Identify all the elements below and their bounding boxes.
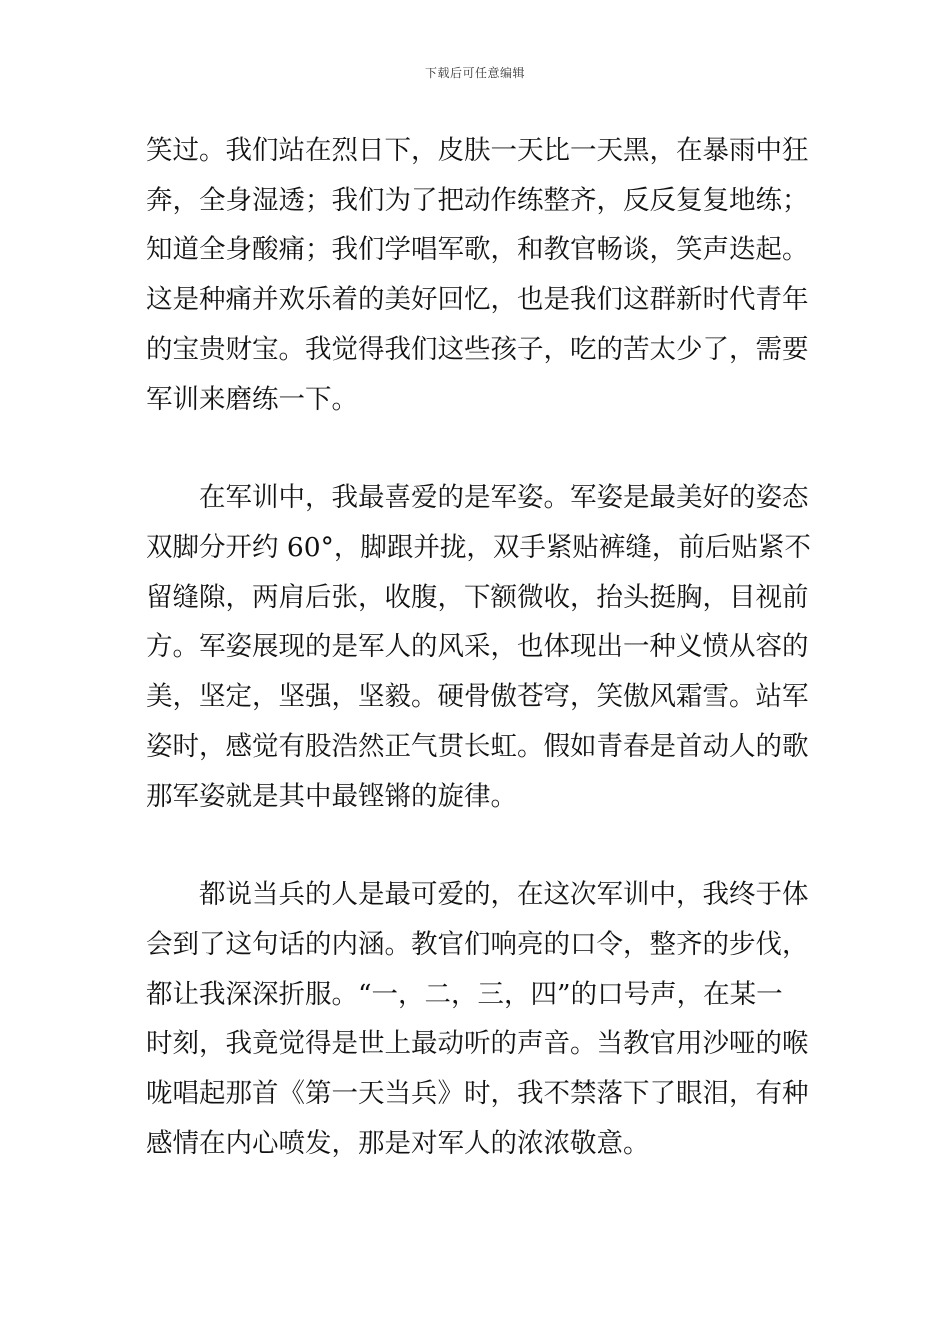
paragraph-1-line-3: 知道全身酸痛；我们学唱军歌，和教官畅谈，笑声迭起。: [146, 234, 809, 265]
page-header: 下载后可任意编辑: [424, 66, 525, 80]
paragraph-2-line-5: 美，坚定，坚强，坚毅。硬骨傲苍穹，笑傲风霜雪。站军: [146, 681, 809, 712]
paragraph-2-line-6: 姿时，感觉有股浩然正气贯长虹。假如青春是首动人的歌: [146, 731, 809, 762]
paragraph-1-line-1: 笑过。我们站在烈日下，皮肤一天比一天黑，在暴雨中狂: [146, 135, 809, 166]
paragraph-3-line-1: 都说当兵的人是最可爱的，在这次军训中，我终于体: [199, 879, 809, 910]
paragraph-1-line-5: 的宝贵财宝。我觉得我们这些孩子，吃的苦太少了，需要: [146, 334, 809, 365]
paragraph-3-line-6: 感情在内心喷发，那是对军人的浓浓敬意。: [146, 1128, 650, 1159]
paragraph-2-line-4: 方。军姿展现的是军人的风采，也体现出一种义愤从容的: [146, 631, 809, 662]
paragraph-2-line-2: 双脚分开约 60°，脚跟并拢，双手紧贴裤缝，前后贴紧不: [146, 532, 811, 563]
paragraph-1-line-6: 军训来磨练一下。: [146, 384, 358, 415]
paragraph-3-line-2: 会到了这句话的内涵。教官们响亮的口令，整齐的步伐，: [146, 929, 809, 960]
paragraph-2-line-3: 留缝隙，两肩后张，收腹，下额微收，抬头挺胸，目视前: [146, 582, 809, 613]
paragraph-1-line-2: 奔，全身湿透；我们为了把动作练整齐，反反复复地练；: [146, 185, 809, 216]
paragraph-2-line-7: 那军姿就是其中最铿锵的旋律。: [146, 781, 517, 812]
paragraph-3-line-4: 时刻，我竟觉得是世上最动听的声音。当教官用沙哑的喉: [146, 1028, 809, 1059]
paragraph-1-line-4: 这是种痛并欢乐着的美好回忆，也是我们这群新时代青年: [146, 284, 809, 315]
paragraph-3-line-5: 咙唱起那首《第一天当兵》时，我不禁落下了眼泪，有种: [146, 1078, 809, 1109]
paragraph-2-line-1: 在军训中，我最喜爱的是军姿。军姿是最美好的姿态: [199, 482, 809, 513]
paragraph-3-line-3: 都让我深深折服。“一，二，三，四”的口号声，在某一: [146, 979, 783, 1010]
